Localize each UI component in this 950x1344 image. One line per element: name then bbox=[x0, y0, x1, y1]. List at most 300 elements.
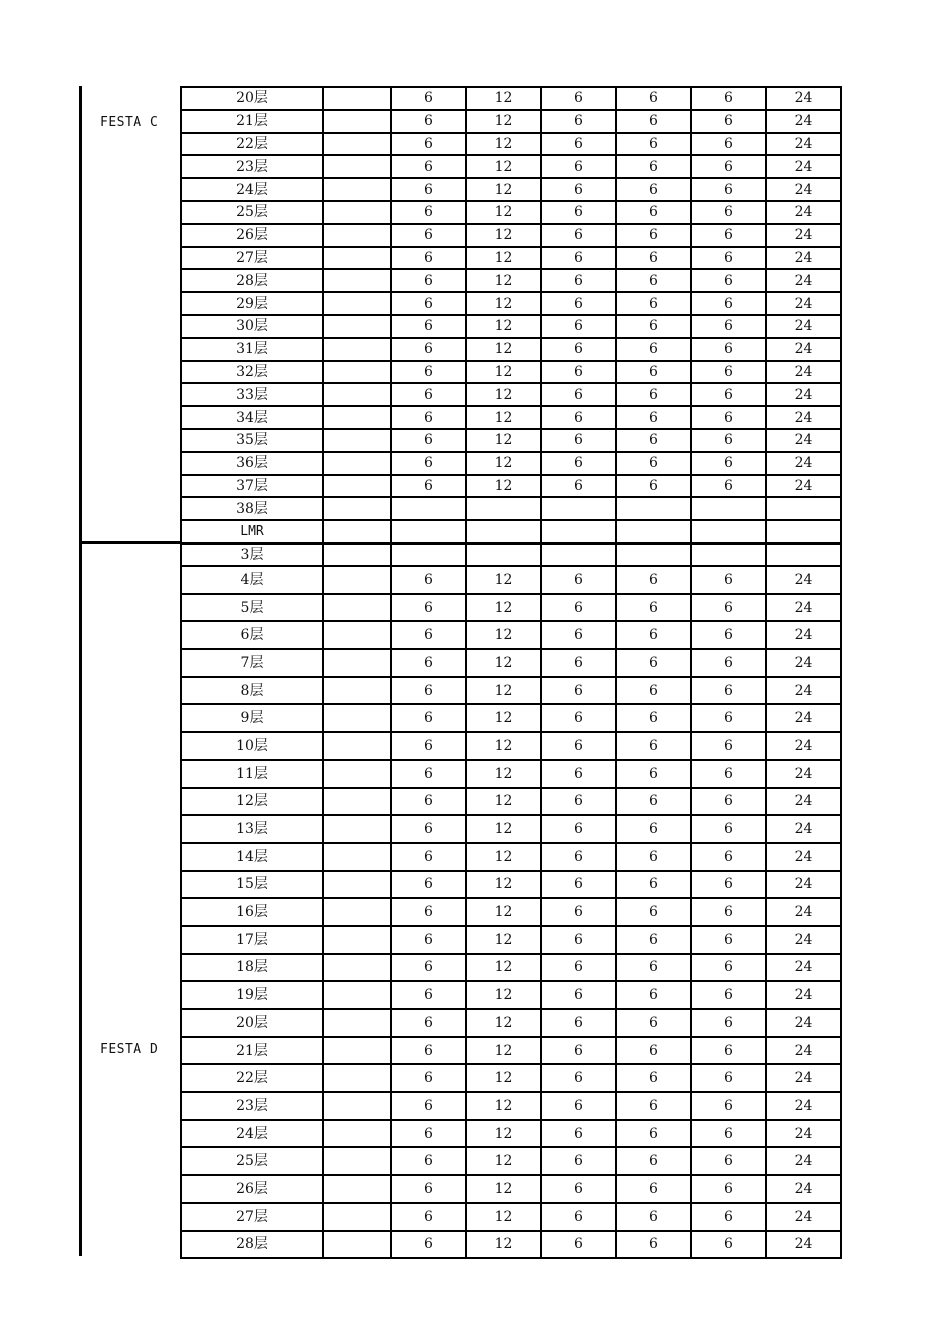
value-cell: 24 bbox=[766, 815, 841, 843]
value-cell: 6 bbox=[541, 110, 616, 133]
value-cell: 6 bbox=[391, 1037, 466, 1065]
floor-cell: 31层 bbox=[181, 338, 323, 361]
value-cell: 6 bbox=[616, 677, 691, 705]
value-cell: 6 bbox=[616, 898, 691, 926]
value-cell: 12 bbox=[466, 788, 541, 816]
value-cell: 6 bbox=[541, 406, 616, 429]
blank-cell bbox=[323, 1092, 391, 1120]
value-cell: 12 bbox=[466, 1064, 541, 1092]
value-cell: 6 bbox=[391, 87, 466, 110]
value-cell: 6 bbox=[541, 87, 616, 110]
value-cell: 24 bbox=[766, 1009, 841, 1037]
blank-cell bbox=[323, 87, 391, 110]
table-row bbox=[181, 1147, 841, 1175]
value-cell: 24 bbox=[766, 224, 841, 247]
value-cell: 6 bbox=[541, 1037, 616, 1065]
blank-cell bbox=[323, 760, 391, 788]
floor-cell: 20层 bbox=[181, 1009, 323, 1037]
blank-cell bbox=[323, 704, 391, 732]
value-cell: 24 bbox=[766, 406, 841, 429]
value-cell bbox=[541, 497, 616, 520]
value-cell: 6 bbox=[541, 178, 616, 201]
value-cell: 6 bbox=[616, 843, 691, 871]
value-cell: 6 bbox=[616, 732, 691, 760]
value-cell: 6 bbox=[391, 361, 466, 384]
value-cell: 6 bbox=[691, 452, 766, 475]
blank-cell bbox=[323, 406, 391, 429]
value-cell: 6 bbox=[616, 566, 691, 594]
value-cell: 24 bbox=[766, 954, 841, 982]
value-cell: 24 bbox=[766, 383, 841, 406]
blank-cell bbox=[323, 452, 391, 475]
floor-cell: 11层 bbox=[181, 760, 323, 788]
value-cell: 12 bbox=[466, 1203, 541, 1231]
table-row bbox=[181, 649, 841, 677]
value-cell: 6 bbox=[691, 475, 766, 498]
value-cell: 12 bbox=[466, 315, 541, 338]
value-cell: 24 bbox=[766, 133, 841, 156]
value-cell: 6 bbox=[616, 247, 691, 270]
value-cell: 6 bbox=[691, 981, 766, 1009]
blank-cell bbox=[323, 475, 391, 498]
value-cell: 6 bbox=[541, 594, 616, 622]
group-label-festa-c: FESTA C bbox=[100, 115, 159, 130]
floor-cell: 26层 bbox=[181, 224, 323, 247]
value-cell: 6 bbox=[541, 621, 616, 649]
blank-cell bbox=[323, 1147, 391, 1175]
value-cell: 6 bbox=[616, 871, 691, 899]
value-cell: 6 bbox=[691, 1037, 766, 1065]
floor-cell: LMR bbox=[181, 520, 323, 543]
table-row bbox=[181, 981, 841, 1009]
value-cell: 6 bbox=[541, 649, 616, 677]
value-cell: 12 bbox=[466, 406, 541, 429]
table-row bbox=[181, 429, 841, 452]
value-cell bbox=[391, 497, 466, 520]
value-cell: 6 bbox=[691, 594, 766, 622]
value-cell: 6 bbox=[541, 1092, 616, 1120]
value-cell bbox=[616, 544, 691, 566]
value-cell: 6 bbox=[541, 1147, 616, 1175]
value-cell: 6 bbox=[616, 1203, 691, 1231]
value-cell bbox=[466, 520, 541, 543]
value-cell bbox=[391, 544, 466, 566]
blank-cell bbox=[323, 383, 391, 406]
table-row bbox=[181, 1203, 841, 1231]
value-cell: 12 bbox=[466, 1175, 541, 1203]
value-cell: 6 bbox=[541, 981, 616, 1009]
value-cell: 6 bbox=[391, 871, 466, 899]
value-cell: 6 bbox=[691, 732, 766, 760]
value-cell: 6 bbox=[391, 155, 466, 178]
value-cell: 6 bbox=[391, 815, 466, 843]
value-cell: 6 bbox=[616, 1009, 691, 1037]
value-cell: 6 bbox=[616, 87, 691, 110]
blank-cell bbox=[323, 1175, 391, 1203]
blank-cell bbox=[323, 926, 391, 954]
value-cell: 24 bbox=[766, 201, 841, 224]
value-cell: 24 bbox=[766, 110, 841, 133]
blank-cell bbox=[323, 871, 391, 899]
value-cell: 6 bbox=[541, 871, 616, 899]
value-cell: 12 bbox=[466, 871, 541, 899]
value-cell bbox=[541, 520, 616, 543]
value-cell bbox=[466, 497, 541, 520]
table-row bbox=[181, 1231, 841, 1259]
value-cell: 6 bbox=[616, 1064, 691, 1092]
table-row bbox=[181, 520, 841, 543]
floor-cell: 6层 bbox=[181, 621, 323, 649]
table-row bbox=[181, 338, 841, 361]
table-row bbox=[181, 566, 841, 594]
floor-cell: 22层 bbox=[181, 1064, 323, 1092]
table-row bbox=[181, 871, 841, 899]
value-cell: 12 bbox=[466, 87, 541, 110]
value-cell: 6 bbox=[391, 704, 466, 732]
value-cell: 6 bbox=[691, 760, 766, 788]
blank-cell bbox=[323, 1231, 391, 1259]
value-cell: 12 bbox=[466, 649, 541, 677]
value-cell: 6 bbox=[691, 1147, 766, 1175]
floor-cell: 12层 bbox=[181, 788, 323, 816]
blank-cell bbox=[323, 1009, 391, 1037]
value-cell: 12 bbox=[466, 383, 541, 406]
floor-cell: 36层 bbox=[181, 452, 323, 475]
value-cell: 6 bbox=[691, 247, 766, 270]
value-cell: 6 bbox=[391, 677, 466, 705]
value-cell: 12 bbox=[466, 110, 541, 133]
blank-cell bbox=[323, 429, 391, 452]
value-cell: 6 bbox=[391, 338, 466, 361]
table-row bbox=[181, 224, 841, 247]
value-cell: 6 bbox=[391, 475, 466, 498]
value-cell: 6 bbox=[541, 247, 616, 270]
festa-c-table bbox=[180, 86, 842, 544]
value-cell: 6 bbox=[391, 1120, 466, 1148]
blank-cell bbox=[323, 1203, 391, 1231]
floor-cell: 3层 bbox=[181, 544, 323, 566]
value-cell: 24 bbox=[766, 429, 841, 452]
floor-cell: 7层 bbox=[181, 649, 323, 677]
blank-cell bbox=[323, 898, 391, 926]
value-cell: 6 bbox=[541, 1203, 616, 1231]
value-cell: 12 bbox=[466, 760, 541, 788]
value-cell bbox=[466, 544, 541, 566]
value-cell: 12 bbox=[466, 269, 541, 292]
value-cell: 24 bbox=[766, 732, 841, 760]
value-cell: 6 bbox=[391, 843, 466, 871]
value-cell: 6 bbox=[691, 361, 766, 384]
value-cell: 24 bbox=[766, 269, 841, 292]
value-cell: 6 bbox=[541, 315, 616, 338]
value-cell: 24 bbox=[766, 981, 841, 1009]
table-row bbox=[181, 1009, 841, 1037]
value-cell: 24 bbox=[766, 1120, 841, 1148]
value-cell: 6 bbox=[541, 788, 616, 816]
value-cell: 6 bbox=[616, 452, 691, 475]
floor-cell: 30层 bbox=[181, 315, 323, 338]
table-row bbox=[181, 178, 841, 201]
value-cell: 6 bbox=[691, 87, 766, 110]
table-row bbox=[181, 898, 841, 926]
value-cell: 6 bbox=[616, 178, 691, 201]
blank-cell bbox=[323, 843, 391, 871]
blank-cell bbox=[323, 544, 391, 566]
floor-cell: 34层 bbox=[181, 406, 323, 429]
value-cell bbox=[616, 497, 691, 520]
value-cell: 24 bbox=[766, 1092, 841, 1120]
floor-cell: 29层 bbox=[181, 292, 323, 315]
floor-cell: 38层 bbox=[181, 497, 323, 520]
value-cell: 6 bbox=[616, 788, 691, 816]
value-cell bbox=[616, 520, 691, 543]
value-cell: 6 bbox=[541, 201, 616, 224]
value-cell: 6 bbox=[391, 1175, 466, 1203]
value-cell: 6 bbox=[391, 201, 466, 224]
value-cell: 24 bbox=[766, 1203, 841, 1231]
value-cell: 12 bbox=[466, 815, 541, 843]
value-cell bbox=[691, 544, 766, 566]
value-cell: 12 bbox=[466, 155, 541, 178]
value-cell: 6 bbox=[616, 1092, 691, 1120]
value-cell: 24 bbox=[766, 788, 841, 816]
value-cell bbox=[691, 520, 766, 543]
value-cell: 12 bbox=[466, 1147, 541, 1175]
floor-cell: 25层 bbox=[181, 1147, 323, 1175]
floor-cell: 35层 bbox=[181, 429, 323, 452]
value-cell: 6 bbox=[616, 269, 691, 292]
value-cell: 6 bbox=[691, 133, 766, 156]
value-cell: 6 bbox=[691, 383, 766, 406]
value-cell: 24 bbox=[766, 1175, 841, 1203]
value-cell: 6 bbox=[691, 1120, 766, 1148]
value-cell: 6 bbox=[541, 566, 616, 594]
value-cell: 6 bbox=[691, 110, 766, 133]
table-row bbox=[181, 110, 841, 133]
value-cell: 6 bbox=[691, 269, 766, 292]
table-row bbox=[181, 475, 841, 498]
value-cell: 24 bbox=[766, 843, 841, 871]
value-cell: 6 bbox=[691, 315, 766, 338]
blank-cell bbox=[323, 649, 391, 677]
value-cell: 24 bbox=[766, 677, 841, 705]
value-cell bbox=[541, 544, 616, 566]
table-row bbox=[181, 133, 841, 156]
value-cell: 6 bbox=[616, 406, 691, 429]
value-cell: 6 bbox=[691, 338, 766, 361]
value-cell: 12 bbox=[466, 1009, 541, 1037]
floor-cell: 28层 bbox=[181, 1231, 323, 1259]
table-row bbox=[181, 954, 841, 982]
value-cell: 6 bbox=[691, 406, 766, 429]
value-cell: 6 bbox=[541, 1175, 616, 1203]
value-cell: 6 bbox=[391, 406, 466, 429]
table-row bbox=[181, 1175, 841, 1203]
value-cell: 6 bbox=[541, 155, 616, 178]
value-cell: 12 bbox=[466, 1231, 541, 1259]
blank-cell bbox=[323, 110, 391, 133]
value-cell: 6 bbox=[391, 429, 466, 452]
value-cell bbox=[766, 497, 841, 520]
value-cell: 6 bbox=[691, 815, 766, 843]
floor-cell: 18层 bbox=[181, 954, 323, 982]
table-row bbox=[181, 788, 841, 816]
table-row bbox=[181, 843, 841, 871]
value-cell: 6 bbox=[391, 383, 466, 406]
blank-cell bbox=[323, 677, 391, 705]
table-row bbox=[181, 1064, 841, 1092]
value-cell: 12 bbox=[466, 429, 541, 452]
value-cell: 6 bbox=[391, 981, 466, 1009]
blank-cell bbox=[323, 361, 391, 384]
table-row bbox=[181, 704, 841, 732]
value-cell: 6 bbox=[541, 383, 616, 406]
value-cell: 6 bbox=[391, 178, 466, 201]
floor-cell: 28层 bbox=[181, 269, 323, 292]
value-cell: 12 bbox=[466, 224, 541, 247]
table-row bbox=[181, 1120, 841, 1148]
value-cell bbox=[691, 497, 766, 520]
blank-cell bbox=[323, 594, 391, 622]
group-left-border bbox=[79, 86, 82, 1256]
value-cell bbox=[391, 520, 466, 543]
value-cell: 6 bbox=[391, 315, 466, 338]
blank-cell bbox=[323, 954, 391, 982]
table-row bbox=[181, 361, 841, 384]
value-cell: 6 bbox=[616, 201, 691, 224]
value-cell: 6 bbox=[541, 843, 616, 871]
value-cell: 6 bbox=[616, 1147, 691, 1175]
blank-cell bbox=[323, 201, 391, 224]
value-cell: 6 bbox=[691, 178, 766, 201]
blank-cell bbox=[323, 315, 391, 338]
value-cell: 6 bbox=[391, 269, 466, 292]
blank-cell bbox=[323, 292, 391, 315]
value-cell: 24 bbox=[766, 704, 841, 732]
value-cell: 12 bbox=[466, 621, 541, 649]
value-cell: 6 bbox=[391, 133, 466, 156]
table-row bbox=[181, 760, 841, 788]
blank-cell bbox=[323, 1120, 391, 1148]
value-cell: 6 bbox=[391, 954, 466, 982]
value-cell: 6 bbox=[691, 155, 766, 178]
value-cell: 6 bbox=[616, 954, 691, 982]
value-cell: 6 bbox=[616, 1120, 691, 1148]
value-cell: 6 bbox=[616, 1175, 691, 1203]
value-cell: 6 bbox=[616, 224, 691, 247]
value-cell: 24 bbox=[766, 871, 841, 899]
value-cell: 6 bbox=[691, 704, 766, 732]
group-separator bbox=[79, 541, 182, 544]
floor-cell: 21层 bbox=[181, 110, 323, 133]
value-cell bbox=[766, 544, 841, 566]
value-cell: 12 bbox=[466, 677, 541, 705]
value-cell: 6 bbox=[391, 110, 466, 133]
blank-cell bbox=[323, 566, 391, 594]
value-cell: 6 bbox=[691, 926, 766, 954]
table-row bbox=[181, 406, 841, 429]
value-cell: 12 bbox=[466, 954, 541, 982]
floor-cell: 5层 bbox=[181, 594, 323, 622]
value-cell: 6 bbox=[616, 361, 691, 384]
blank-cell bbox=[323, 224, 391, 247]
floor-cell: 8层 bbox=[181, 677, 323, 705]
floor-cell: 37层 bbox=[181, 475, 323, 498]
blank-cell bbox=[323, 1037, 391, 1065]
value-cell: 6 bbox=[541, 954, 616, 982]
floor-cell: 16层 bbox=[181, 898, 323, 926]
floor-cell: 23层 bbox=[181, 155, 323, 178]
value-cell: 6 bbox=[691, 224, 766, 247]
group-label-festa-d: FESTA D bbox=[100, 1042, 159, 1057]
value-cell: 6 bbox=[391, 649, 466, 677]
value-cell: 6 bbox=[541, 224, 616, 247]
value-cell: 6 bbox=[541, 704, 616, 732]
blank-cell bbox=[323, 815, 391, 843]
value-cell: 6 bbox=[616, 155, 691, 178]
value-cell: 6 bbox=[691, 1064, 766, 1092]
value-cell: 6 bbox=[541, 133, 616, 156]
table-row bbox=[181, 383, 841, 406]
floor-cell: 13层 bbox=[181, 815, 323, 843]
table-row bbox=[181, 621, 841, 649]
blank-cell bbox=[323, 247, 391, 270]
value-cell: 6 bbox=[616, 815, 691, 843]
value-cell: 6 bbox=[541, 732, 616, 760]
value-cell: 12 bbox=[466, 178, 541, 201]
value-cell: 6 bbox=[391, 926, 466, 954]
value-cell: 6 bbox=[616, 1037, 691, 1065]
floor-cell: 27层 bbox=[181, 247, 323, 270]
value-cell: 6 bbox=[616, 926, 691, 954]
table-row bbox=[181, 677, 841, 705]
value-cell: 6 bbox=[541, 361, 616, 384]
value-cell: 6 bbox=[616, 981, 691, 1009]
table-row bbox=[181, 732, 841, 760]
floor-cell: 24层 bbox=[181, 1120, 323, 1148]
table-row bbox=[181, 544, 841, 566]
value-cell: 6 bbox=[391, 1064, 466, 1092]
value-cell: 6 bbox=[616, 704, 691, 732]
floor-cell: 32层 bbox=[181, 361, 323, 384]
table-row bbox=[181, 815, 841, 843]
value-cell: 12 bbox=[466, 475, 541, 498]
value-cell: 12 bbox=[466, 133, 541, 156]
value-cell: 6 bbox=[391, 594, 466, 622]
value-cell: 6 bbox=[616, 292, 691, 315]
value-cell: 6 bbox=[391, 1092, 466, 1120]
floor-cell: 24层 bbox=[181, 178, 323, 201]
value-cell: 6 bbox=[691, 201, 766, 224]
table-row bbox=[181, 926, 841, 954]
floor-cell: 15层 bbox=[181, 871, 323, 899]
value-cell: 6 bbox=[391, 247, 466, 270]
value-cell: 24 bbox=[766, 247, 841, 270]
table-row bbox=[181, 315, 841, 338]
value-cell: 12 bbox=[466, 361, 541, 384]
floor-cell: 27层 bbox=[181, 1203, 323, 1231]
value-cell: 12 bbox=[466, 898, 541, 926]
value-cell: 6 bbox=[391, 898, 466, 926]
floor-cell: 25层 bbox=[181, 201, 323, 224]
table-row bbox=[181, 594, 841, 622]
floor-cell: 20层 bbox=[181, 87, 323, 110]
value-cell: 6 bbox=[691, 1092, 766, 1120]
value-cell: 6 bbox=[541, 1120, 616, 1148]
value-cell: 24 bbox=[766, 760, 841, 788]
value-cell: 12 bbox=[466, 1037, 541, 1065]
blank-cell bbox=[323, 520, 391, 543]
